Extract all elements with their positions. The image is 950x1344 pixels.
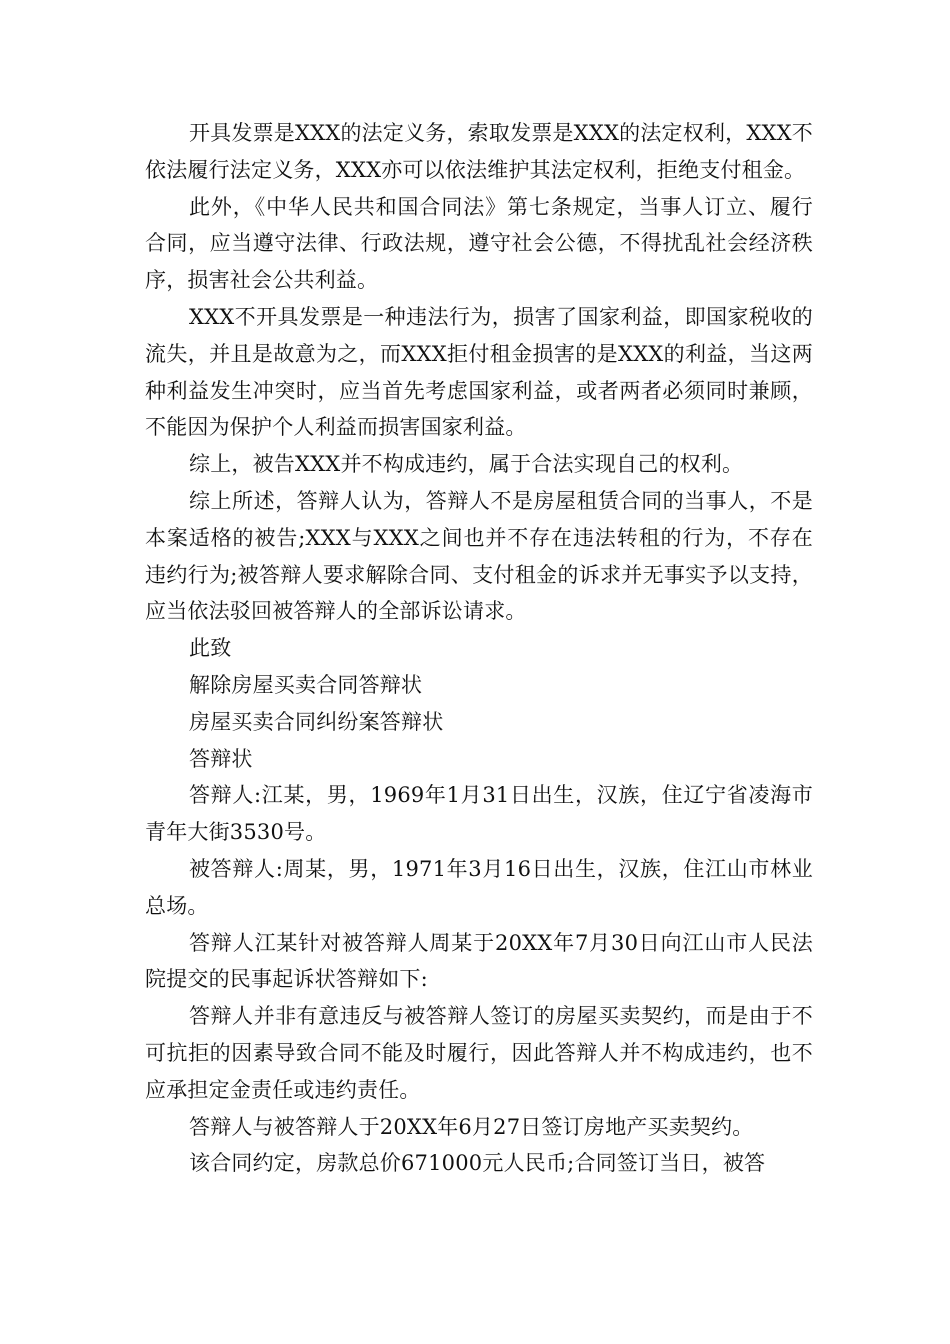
heading-cancel-contract-defense: 解除房屋买卖合同答辩状 — [189, 672, 423, 697]
paragraph-national-interest: XXX不开具发票是一种违法行为，损害了国家利益，即国家税收的流失，并且是故意为之，而XXX拒付租金损害的是XXX的利益，当这两种利益发生冲突时，应当首先考虑国家利益，或者两者必须同时兼顾，不能因为保护个人利益而损害国家利益。 — [145, 304, 813, 440]
paragraph-summary: 综上所述，答辩人认为，答辩人不是房屋租赁合同的当事人，不是本案适格的被告;XXX与XXX之间也并不存在违法转租的行为，不存在违约行为;被答辩人要求解除合同、支付租金的诉求并无事实予以支持，应当依法驳回被答辩人的全部诉讼请求。 — [145, 488, 813, 624]
heading-defense: 答辩状 — [189, 746, 253, 771]
paragraph-defense-intro: 答辩人江某针对被答辩人周某于20XX年7月30日向江山市人民法院提交的民事起诉状答辩如下: — [145, 930, 813, 992]
paragraph-claimant: 被答辩人:周某，男，1971年3月16日出生，汉族，住江山市林业总场。 — [145, 856, 813, 918]
paragraph-respondent: 答辩人:江某，男，1969年1月31日出生，汉族，住辽宁省凌海市青年大街3530号。 — [145, 783, 813, 845]
paragraph-conclusion-no-breach: 综上，被告XXX并不构成违约，属于合法实现自己的权利。 — [189, 452, 744, 477]
paragraph-contract-terms: 该合同约定，房款总价671000元人民币;合同签订当日，被答 — [189, 1151, 766, 1176]
paragraph-salutation: 此致 — [189, 636, 232, 661]
paragraph-contract-law: 此外，《中华人民共和国合同法》第七条规定，当事人订立、履行合同，应当遵守法律、行政法规，遵守社会公德，不得扰乱社会经济秩序，损害社会公共利益。 — [145, 194, 813, 293]
document-body — [145, 115, 813, 1182]
heading-dispute-defense: 房屋买卖合同纠纷案答辩状 — [189, 709, 444, 734]
paragraph-force-majeure: 答辩人并非有意违反与被答辩人签订的房屋买卖契约，而是由于不可抗拒的因素导致合同不能及时履行，因此答辩人并不构成违约，也不应承担定金责任或违约责任。 — [145, 1004, 813, 1102]
paragraph-contract-date: 答辩人与被答辩人于20XX年6月27日签订房地产买卖契约。 — [189, 1114, 754, 1139]
paragraph-invoice-obligation: 开具发票是XXX的法定义务，索取发票是XXX的法定权利，XXX不依法履行法定义务，XXX亦可以依法维护其法定权利，拒绝支付租金。 — [145, 121, 813, 182]
